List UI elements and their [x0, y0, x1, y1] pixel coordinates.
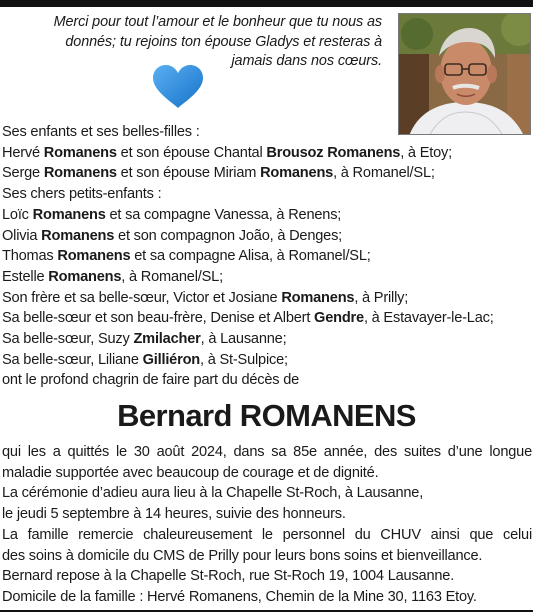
- quote-line: Merci pour tout l’amour et le bonheur que tu nous as: [53, 14, 382, 30]
- details-line: La famille remercie chaleureusement le personnel du CHUV ainsi que celui: [2, 526, 532, 543]
- relative-line-gendre: Sa belle-sœur et son beau-frère, Denise et Albert Gendre, à Estavayer-le-Lac;: [2, 310, 494, 327]
- bottom-border-rule: [0, 610, 533, 612]
- details-line: qui les a quittés le 30 août 2024, dans sa 85e année, des suites d’une longue: [2, 444, 532, 460]
- deceased-name: Bernard ROMANENS: [117, 398, 416, 433]
- top-border-rule: [0, 0, 533, 7]
- quote-line: jamais dans nos cœurs.: [231, 53, 382, 69]
- relative-line-herve: Hervé Romanens et son épouse Chantal Brousoz Romanens, à Etoy;: [2, 144, 452, 161]
- announcement-line: ont le profond chagrin de faire part du décès de: [2, 372, 300, 389]
- details-line: La cérémonie d’adieu aura lieu à la Chapelle St-Roch, à Lausanne,: [2, 485, 424, 502]
- heart-icon: [151, 64, 205, 110]
- details-line: maladie supportée avec beaucoup de courage et de dignité.: [2, 464, 379, 481]
- family-list: [2, 122, 532, 391]
- relative-line-olivia: Olivia Romanens et son compagnon João, à Denges;: [2, 227, 343, 244]
- relative-line-estelle: Estelle Romanens, à Romanel/SL;: [2, 268, 223, 285]
- intro-children: Ses enfants et ses belles-filles :: [2, 124, 200, 140]
- relative-line-thomas: Thomas Romanens et sa compagne Alisa, à Romanel/SL;: [2, 248, 371, 265]
- relative-line-suzy: Sa belle-sœur, Suzy Zmilacher, à Lausanne;: [2, 331, 287, 348]
- details-line: Domicile de la famille : Hervé Romanens, Chemin de la Mine 30, 1163 Etoy.: [2, 588, 477, 605]
- quote-line: donnés; tu rejoins ton épouse Gladys et resteras à: [65, 33, 382, 50]
- details-line: des soins à domicile du CMS de Prilly pour leurs bons soins et bienveillance.: [2, 547, 483, 564]
- details-line: Bernard repose à la Chapelle St-Roch, rue St-Roch 19, 1004 Lausanne.: [2, 568, 455, 585]
- relative-line-liliane: Sa belle-sœur, Liliane Gilliéron, à St-Sulpice;: [2, 351, 288, 368]
- funeral-details: [2, 442, 532, 608]
- relative-line-loic: Loïc Romanens et sa compagne Vanessa, à Renens;: [2, 206, 342, 223]
- relative-line-serge: Serge Romanens et son épouse Miriam Romanens, à Romanel/SL;: [2, 165, 435, 182]
- memorial-quote: [18, 13, 382, 72]
- intro-grandchildren: Ses chers petits-enfants :: [2, 186, 162, 203]
- details-line: le jeudi 5 septembre à 14 heures, suivie des honneurs.: [2, 506, 346, 523]
- relative-line-brother: Son frère et sa belle-sœur, Victor et Josiane Romanens, à Prilly;: [2, 289, 409, 306]
- portrait-photo: [398, 13, 531, 135]
